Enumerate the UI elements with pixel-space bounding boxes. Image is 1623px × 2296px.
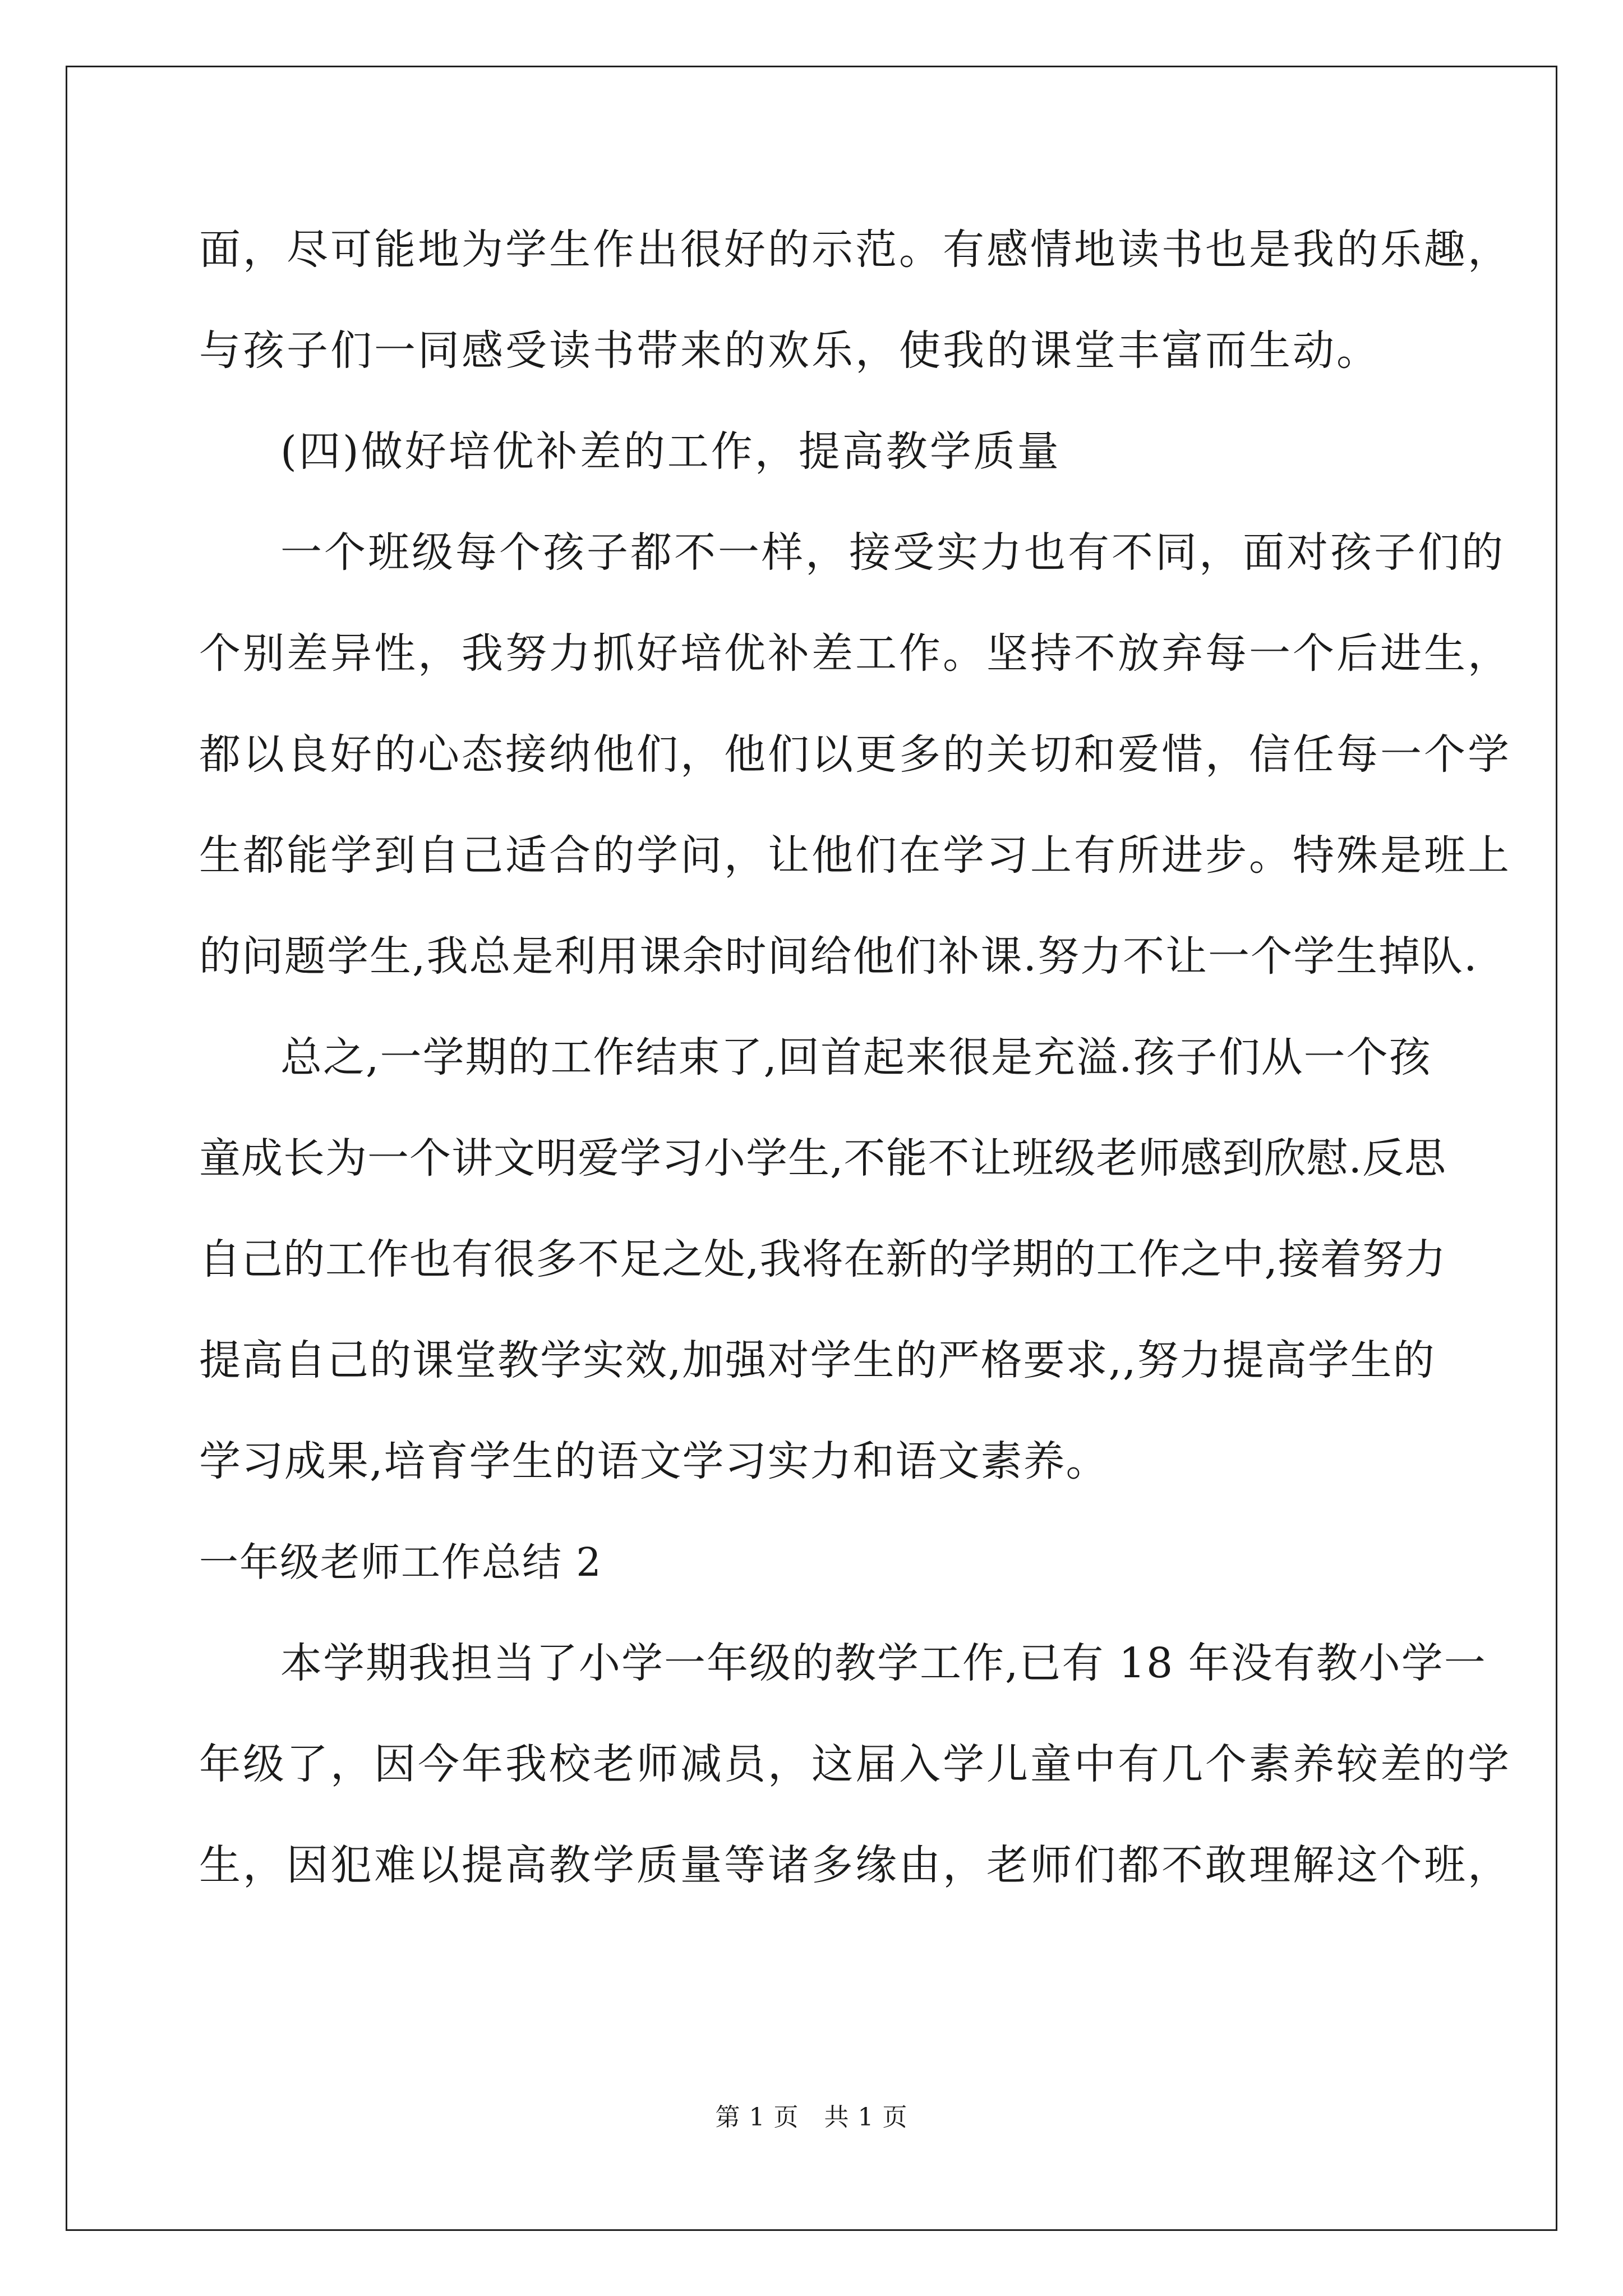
paragraph-line: 童成长为一个讲文明爱学习小学生,不能不让班级老师感到欣慰.反思 [199, 1134, 1447, 1182]
paragraph-line: 生都能学到自己适合的学问，让他们在学习上有所进步。特殊是班上 [199, 831, 1511, 880]
page-number: 第 1 页 共 1 页 [715, 2103, 908, 2132]
paragraph-line: 自己的工作也有很多不足之处,我将在新的学期的工作之中,接着努力 [199, 1235, 1447, 1283]
paragraph-line: 与孩子们一同感受读书带来的欢乐，使我的课堂丰富而生动。 [199, 326, 1380, 375]
paragraph-line: 学习成果,培育学生的语文学习实力和语文素养。 [199, 1437, 1109, 1485]
paragraph-line: 面，尽可能地为学生作出很好的示范。有感情地读书也是我的乐趣， [199, 226, 1511, 274]
section-heading: (四)做好培优补差的工作，提高教学质量 [280, 427, 1061, 476]
paragraph-line: 提高自己的课堂教学实效,加强对学生的严格要求,,努力提高学生的 [199, 1336, 1436, 1384]
paragraph-line: 本学期我担当了小学一年级的教学工作,已有 18 年没有教小学一 [280, 1639, 1487, 1687]
paragraph-line: 生，因犯难以提高教学质量等诸多缘由，老师们都不敢理解这个班， [199, 1841, 1511, 1889]
paragraph-line: 个别差异性，我努力抓好培优补差工作。坚持不放弃每一个后进生， [199, 629, 1511, 678]
paragraph-line: 年级了，因今年我校老师减员，这届入学儿童中有几个素养较差的学 [199, 1740, 1511, 1788]
paragraph-line: 的问题学生,我总是利用课余时间给他们补课.努力不让一个学生掉队. [199, 932, 1478, 981]
paragraph-line: 都以良好的心态接纳他们，他们以更多的关切和爱惜，信任每一个学 [199, 730, 1511, 779]
paragraph-line: 一个班级每个孩子都不一样，接受实力也有不同，面对孩子们的 [280, 528, 1505, 577]
document-title: 一年级老师工作总结 2 [199, 1539, 602, 1585]
paragraph-line: 总之,一学期的工作结束了,回首起来很是充溢.孩子们从一个孩 [280, 1033, 1432, 1082]
